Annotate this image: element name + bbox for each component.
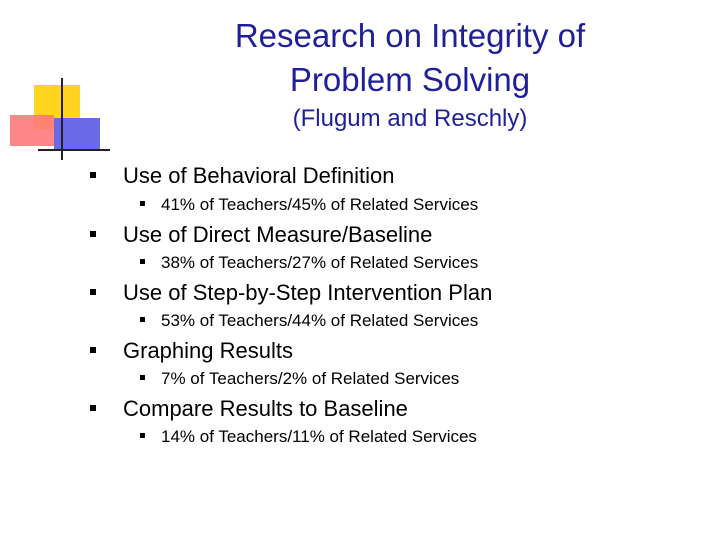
bullet-label: Use of Behavioral Definition [123,163,395,188]
square-bullet-icon [90,172,96,178]
sub-bullet-label: 38% of Teachers/27% of Related Services [161,253,479,272]
square-bullet-icon [140,317,145,322]
bullet-label: Use of Direct Measure/Baseline [123,222,433,247]
slide-title-line-1: Research on Integrity of [234,17,586,54]
square-bullet-icon [140,433,145,438]
square-bullet-icon [90,289,96,295]
square-bullet-icon [140,259,145,264]
bullet-label: Graphing Results [123,338,293,363]
square-bullet-icon [90,231,96,237]
square-bullet-icon [140,201,145,206]
bullet-item-intervention-plan [90,280,492,306]
bullet-label: Compare Results to Baseline [123,396,408,421]
bullet-item-graphing-results [90,338,293,364]
bullet-label: Use of Step-by-Step Intervention Plan [123,280,493,305]
sub-bullet-label: 41% of Teachers/45% of Related Services [161,195,479,214]
sub-bullet-label: 53% of Teachers/44% of Related Services [161,311,479,330]
bullet-item-direct-measure [90,222,432,248]
sub-bullet-direct-measure [140,252,478,274]
bullet-item-behavioral-definition [90,163,394,189]
sub-bullet-graphing-results [140,368,459,390]
sub-bullet-label: 14% of Teachers/11% of Related Services [161,427,477,446]
bullet-item-compare-baseline [90,396,408,422]
square-bullet-icon [90,347,96,353]
sub-bullet-intervention-plan [140,310,478,332]
square-bullet-icon [90,405,96,411]
sub-bullet-compare-baseline [140,426,477,448]
slide-title-line-2: Problem Solving [289,61,531,98]
slide-subtitle: (Flugum and Reschly) [292,105,528,132]
sub-bullet-label: 7% of Teachers/2% of Related Services [161,369,460,388]
square-bullet-icon [140,375,145,380]
sub-bullet-behavioral-definition [140,194,478,216]
